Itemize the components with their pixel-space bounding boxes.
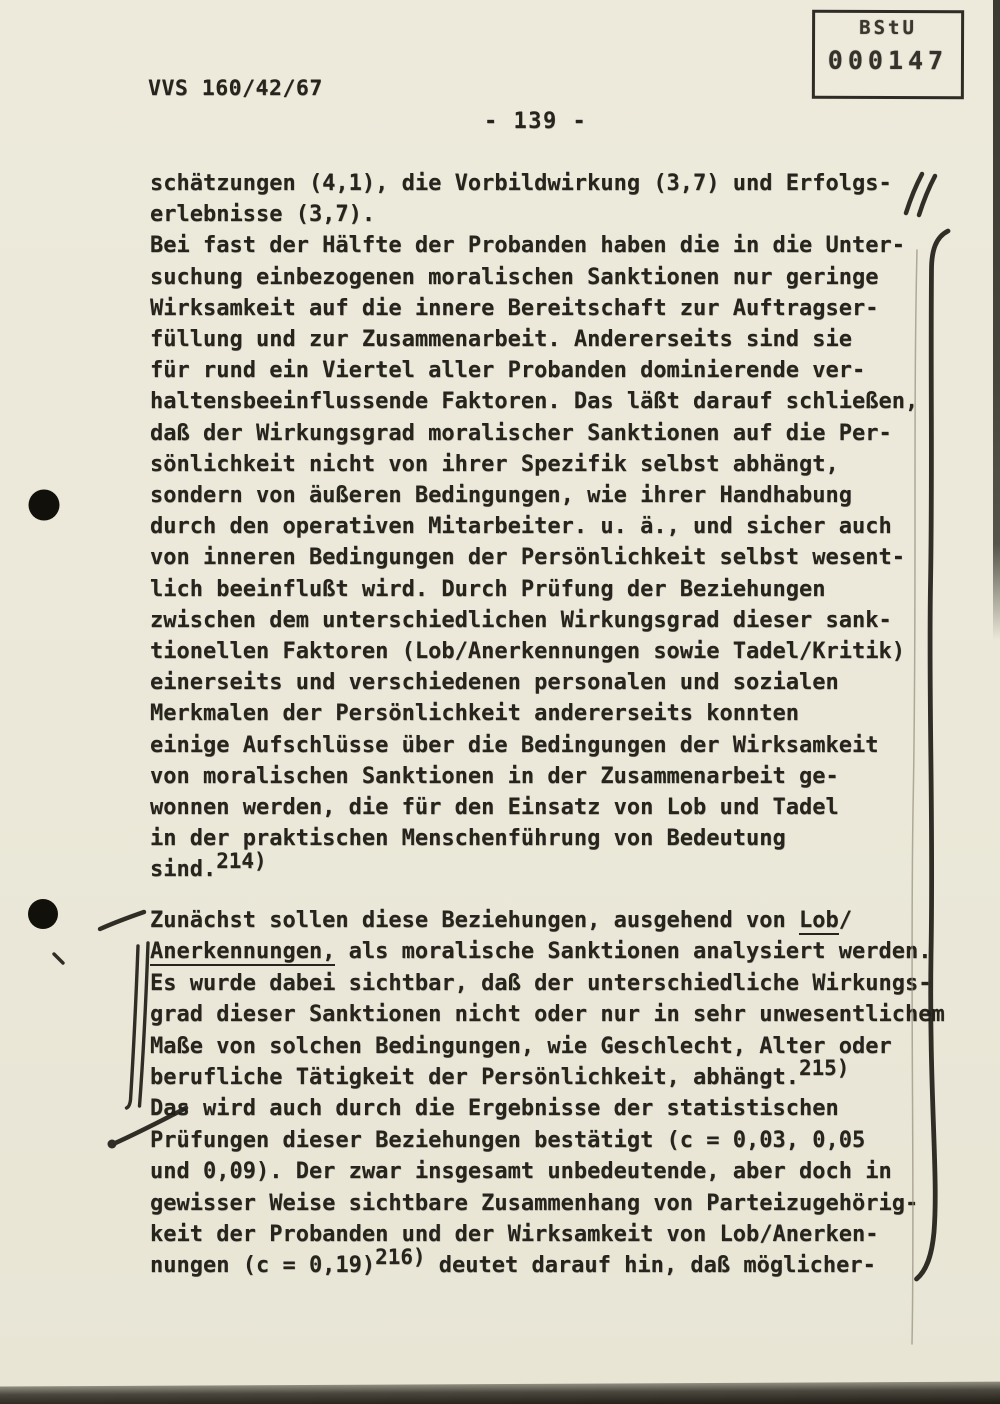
text-line: und 0,09). Der zwar insgesamt unbedeutende, aber doch in <box>150 1159 892 1185</box>
text-line: Merkmalen der Persönlichkeit andererseits konnten <box>150 701 800 727</box>
scan-edge-right <box>993 0 1000 640</box>
small-tick-left-icon <box>54 954 63 963</box>
text-line: sind.214) <box>150 848 267 883</box>
stamp-org-label: BStU <box>859 16 918 40</box>
text-line: grad dieser Sanktionen nicht oder nur in sehr unwesentlichem <box>150 1002 945 1028</box>
text-line: suchung einbezogenen moralischen Sanktionen nur geringe <box>150 264 879 290</box>
double-vertical-line-left-icon <box>140 943 149 1106</box>
text-line: in der praktischen Menschenführung von Bedeutung <box>150 826 786 852</box>
page-number: - 139 - <box>484 109 588 134</box>
stamp-serial-number: 000147 <box>827 45 949 76</box>
text-line: keit der Probanden und der Wirksamkeit von Lob/Anerken- <box>150 1222 879 1248</box>
text-line: berufliche Tätigkeit der Persönlichkeit, abhängt.215) <box>150 1056 850 1091</box>
text-line: durch den operativen Mitarbeiter. u. ä., und sicher auch <box>150 514 892 540</box>
text-line: daß der Wirkungsgrad moralischer Sanktionen auf die Per- <box>150 420 892 446</box>
text-line: Anerkennungen, als moralische Sanktionen analysiert werden. <box>150 939 932 965</box>
diagonal-stroke-at-zunaechst-icon <box>100 912 144 929</box>
text-line: Bei fast der Hälfte der Probanden haben die in die Unter- <box>150 233 905 259</box>
double-vertical-line-left-icon <box>127 946 139 1108</box>
text-line: nungen (c = 0,19)216) deutet darauf hin, daß möglicher- <box>150 1244 876 1279</box>
text-line: zwischen dem unterschiedlichen Wirkungsgrad dieser sank- <box>150 607 892 633</box>
text-line: Prüfungen dieser Beziehungen bestätigt (c = 0,03, 0,05 <box>150 1127 866 1153</box>
scan-edge-bottom <box>0 1381 1000 1404</box>
text-line: gewisser Weise sichtbare Zusammenhang von Parteizugehörig- <box>150 1190 919 1216</box>
text-line: Es wurde dabei sichtbar, daß der unterschiedliche Wirkungs- <box>150 970 932 996</box>
text-line: einerseits und verschiedenen personalen und sozialen <box>150 670 839 696</box>
text-line: für rund ein Viertel aller Probanden dominierende ver- <box>150 358 866 384</box>
text-line: von moralischen Sanktionen in der Zusammenarbeit ge- <box>150 763 839 789</box>
text-line: einige Aufschlüsse über die Bedingungen der Wirksamkeit <box>150 732 879 758</box>
text-line: wonnen werden, die für den Einsatz von Lob und Tadel <box>150 795 839 821</box>
pen-dot-icon <box>108 1140 117 1149</box>
classification-number: VVS 160/42/67 <box>148 76 323 101</box>
punch-hole-top <box>29 490 60 521</box>
text-line: Maße von solchen Bedingungen, wie Geschlecht, Alter oder <box>150 1033 892 1059</box>
text-line: lich beeinflußt wird. Durch Prüfung der Beziehungen <box>150 576 826 602</box>
text-line: Wirksamkeit auf die innere Bereitschaft zur Auftragser- <box>150 295 879 321</box>
text-line: von inneren Bedingungen der Persönlichkeit selbst wesent- <box>150 545 905 571</box>
text-line: tionellen Faktoren (Lob/Anerkennungen sowie Tadel/Kritik) <box>150 639 905 665</box>
body-paragraph-1 <box>150 168 960 886</box>
text-line: schätzungen (4,1), die Vorbildwirkung (3,7) und Erfolgs- <box>150 171 892 196</box>
text-line: sondern von äußeren Bedingungen, wie ihrer Handhabung <box>150 483 852 509</box>
text-line: erlebnisse (3,7). <box>150 202 376 228</box>
bstu-stamp <box>812 10 964 100</box>
body-paragraph-2 <box>150 905 960 1282</box>
text-line: füllung und zur Zusammenarbeit. Andererseits sind sie <box>150 327 852 353</box>
text-line: Zunächst sollen diese Beziehungen, ausgehend von Lob/ <box>150 908 853 933</box>
punch-hole-bottom <box>28 899 58 929</box>
text-line: Das wird auch durch die Ergebnisse der statistischen <box>150 1096 839 1122</box>
text-line: sönlichkeit nicht von ihrer Spezifik selbst abhängt, <box>150 451 839 477</box>
text-line: haltensbeeinflussende Faktoren. Das läßt darauf schließen, <box>150 389 919 415</box>
